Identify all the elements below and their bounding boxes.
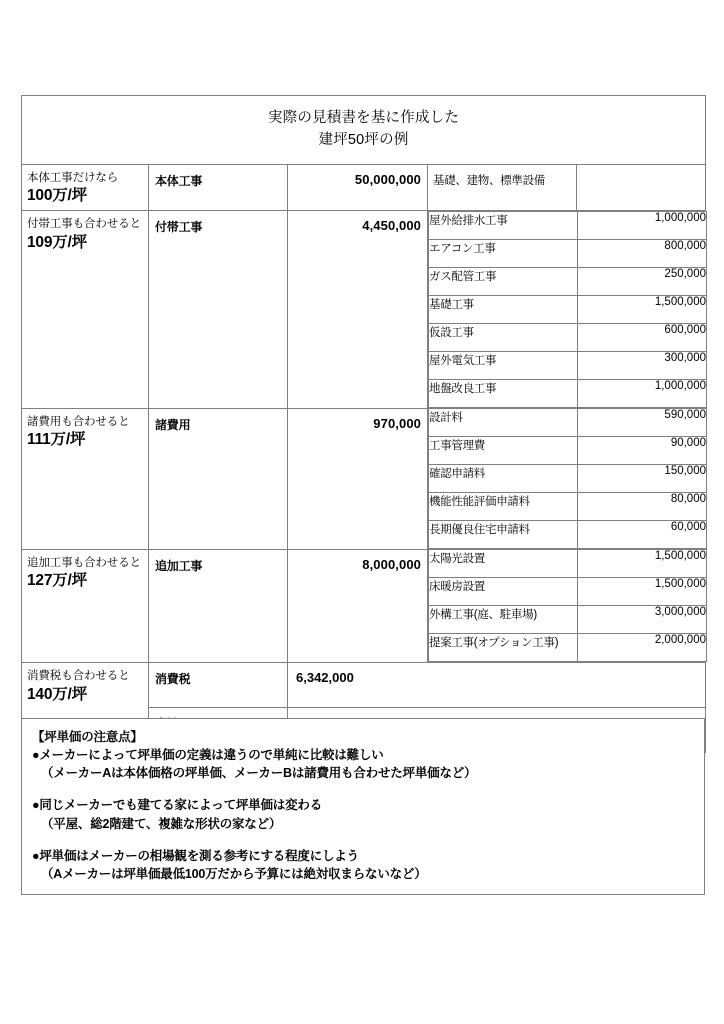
detail-name: 提案工事(オプション工事) — [429, 634, 578, 662]
detail-row — [429, 578, 707, 606]
note-item-main: ●メーカーによって坪単価の定義は違うので単純に比較は難しい — [32, 748, 384, 763]
detail-name: 床暖房設置 — [429, 578, 578, 606]
empty-cell-honntai — [577, 164, 706, 211]
note-spacer — [32, 782, 694, 796]
detail-amount: 150,000 — [578, 465, 707, 493]
category-name-shohiyou: 諸費用 — [149, 408, 288, 549]
detail-name: 仮設工事 — [429, 324, 578, 352]
detail-amount: 300,000 — [578, 352, 707, 380]
detail-row — [429, 437, 707, 465]
summary-price: 127万/坪 — [27, 572, 87, 590]
detail-amount: 800,000 — [578, 240, 707, 268]
detail-name: 屋外電気工事 — [429, 352, 578, 380]
detail-row — [429, 465, 707, 493]
category-name-futai: 付帯工事 — [149, 211, 288, 409]
note-item-sub: （平屋、総2階建て、複雑な形状の家など） — [41, 816, 282, 831]
detail-name: 基礎工事 — [429, 296, 578, 324]
category-amount-honntai: 50,000,000 — [288, 164, 428, 211]
summary-cell-tsuika — [22, 549, 149, 663]
summary-note: 追加工事も合わせると — [27, 556, 141, 569]
category-name-honntai: 本体工事 — [149, 164, 288, 211]
summary-price: 111万/坪 — [27, 431, 86, 449]
summary-note: 付帯工事も合わせると — [27, 218, 141, 231]
detail-row — [429, 352, 707, 380]
summary-cell-futai — [22, 211, 149, 409]
detail-table-shohiyou — [428, 408, 707, 549]
summary-note: 諸費用も合わせると — [27, 415, 130, 428]
detail-amount: 590,000 — [578, 409, 707, 437]
summary-note: 消費税も合わせると — [27, 670, 130, 683]
category-amount-shohiyou: 970,000 — [288, 408, 428, 549]
detail-amount: 1,000,000 — [578, 380, 707, 408]
detail-name: エアコン工事 — [429, 240, 578, 268]
summary-price: 140万/坪 — [27, 685, 87, 703]
detail-name: 太陽光設置 — [429, 550, 578, 578]
detail-name: 工事管理費 — [429, 437, 578, 465]
summary-cell-honntai — [22, 164, 149, 211]
category-name-tsuika: 追加工事 — [149, 549, 288, 663]
detail-holder-tsuika — [428, 549, 706, 663]
note-item-main: ●坪単価はメーカーの相場観を測る参考にする程度にしよう — [32, 848, 359, 863]
detail-name: 屋外給排水工事 — [429, 212, 578, 240]
summary-price: 109万/坪 — [27, 233, 87, 251]
title-line-1: 実際の見積書を基に作成した — [267, 110, 460, 126]
detail-amount: 90,000 — [578, 437, 707, 465]
title-line-2: 建坪50坪の例 — [318, 132, 409, 149]
detail-amount: 1,500,000 — [578, 296, 707, 324]
detail-row — [429, 240, 707, 268]
table-row-section-shohiyou — [22, 408, 706, 549]
detail-amount: 600,000 — [578, 324, 707, 352]
detail-row — [429, 606, 707, 634]
detail-amount: 1,500,000 — [578, 550, 707, 578]
notes-box — [21, 718, 705, 895]
table-row-section-futai — [22, 211, 706, 409]
detail-name: 確認申請料 — [429, 465, 578, 493]
category-amount-tax: 6,342,000 — [288, 663, 706, 708]
detail-table-tsuika — [428, 549, 707, 662]
detail-amount: 3,000,000 — [578, 606, 707, 634]
detail-amount: 60,000 — [578, 521, 707, 549]
category-amount-tsuika: 8,000,000 — [288, 549, 428, 663]
note-item-sub: （メーカーAは本体価格の坪単価、メーカーBは諸費用も合わせた坪単価など） — [41, 766, 477, 781]
detail-name: 機能性能評価申請料 — [429, 493, 578, 521]
detail-name: 長期優良住宅申請料 — [429, 521, 578, 549]
detail-name: 地盤改良工事 — [429, 380, 578, 408]
detail-row — [429, 324, 707, 352]
detail-name: 設計料 — [429, 409, 578, 437]
note-spacer — [32, 833, 694, 847]
table-title-row — [22, 96, 706, 165]
detail-holder-futai — [428, 211, 706, 409]
detail-amount: 1,500,000 — [578, 578, 707, 606]
estimate-table — [21, 95, 706, 753]
summary-cell-shohiyou — [22, 408, 149, 549]
detail-row — [429, 380, 707, 408]
detail-row — [429, 493, 707, 521]
detail-name: ガス配管工事 — [429, 268, 578, 296]
category-amount-futai: 4,450,000 — [288, 211, 428, 409]
category-description-honntai: 基礎、建物、標準設備 — [428, 164, 577, 211]
detail-amount: 80,000 — [578, 493, 707, 521]
summary-price: 100万/坪 — [27, 187, 87, 205]
detail-amount: 2,000,000 — [578, 634, 707, 662]
detail-row — [429, 409, 707, 437]
note-item-main: ●同じメーカーでも建てる家によって坪単価は変わる — [32, 798, 323, 813]
table-row-tax — [22, 663, 706, 708]
detail-row — [429, 296, 707, 324]
detail-amount: 1,000,000 — [578, 212, 707, 240]
note-item-sub: （Aメーカーは坪単価最低100万だから予算には絶対収まらないなど） — [41, 866, 427, 881]
summary-note: 本体工事だけなら — [27, 171, 119, 184]
page-title — [22, 96, 706, 165]
detail-row — [429, 550, 707, 578]
detail-name: 外構工事(庭、駐車場) — [429, 606, 578, 634]
detail-row — [429, 268, 707, 296]
category-name-tax: 消費税 — [149, 663, 288, 708]
notes-heading: 【坪単価の注意点】 — [32, 730, 143, 744]
detail-amount: 250,000 — [578, 268, 707, 296]
detail-row — [429, 212, 707, 240]
detail-row — [429, 521, 707, 549]
notes-list — [32, 746, 694, 883]
detail-row — [429, 634, 707, 662]
table-row-section-tsuika — [22, 549, 706, 663]
table-row-section-honntai — [22, 164, 706, 211]
detail-holder-shohiyou — [428, 408, 706, 549]
detail-table-futai — [428, 211, 707, 408]
